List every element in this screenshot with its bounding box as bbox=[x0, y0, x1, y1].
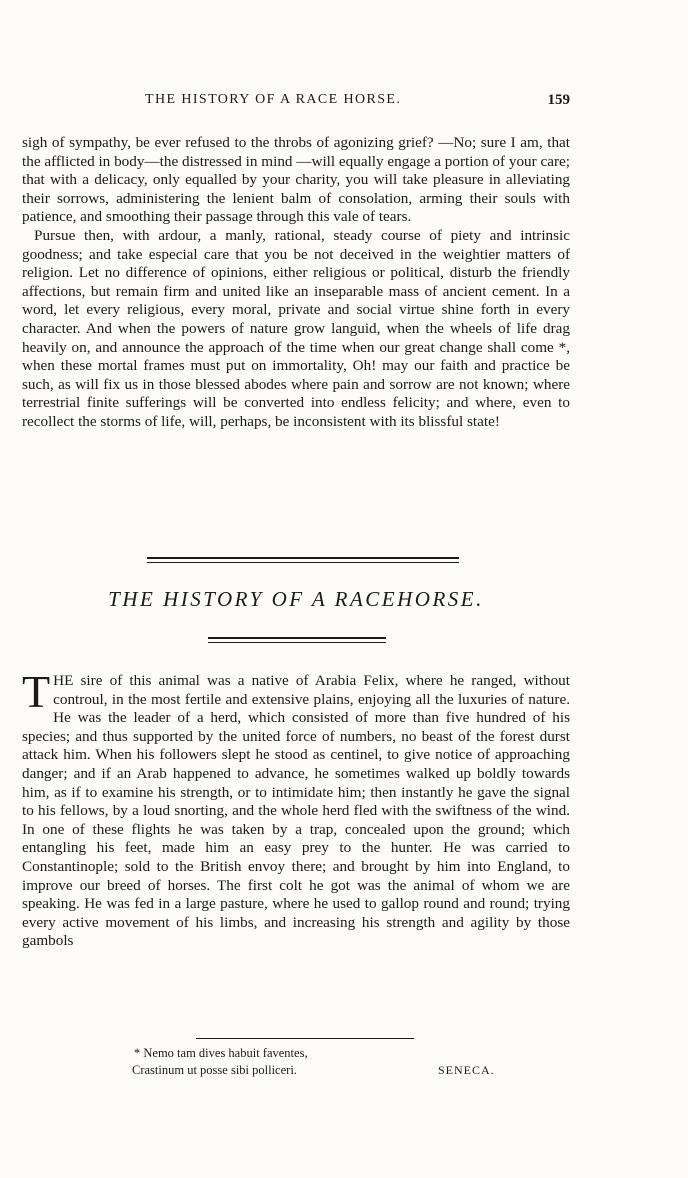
drop-cap: T bbox=[22, 666, 51, 717]
footnote-line-2: Crastinum ut posse sibi polliceri. bbox=[132, 1063, 297, 1077]
running-title: THE HISTORY OF A RACE HORSE. bbox=[145, 92, 402, 107]
story-body: HE sire of this animal was a native of Arabia Felix, where he ranged, without controul, in the most fertile and extensive plains, enjoying all the luxuries of nature. He was the leader of a herd, which consisted of more than five hundred of his species; and thus supported by the united force of numbers, no beast of the forest durst attack him. When his followers slept he stood as centinel, to give notice of approaching danger; and if an Arab happened to advance, he sometimes walked up boldly towards him, as if to examine his strength, or to intimidate him; then instantly he gave the signal to his fellows, by a loud snorting, and the whole herd fled with the swiftness of the wind. In one of these flights he was taken by a trap, concealed upon the ground; which entangling his feet, made him an easy prey to the hunter. He was carried to Constantinople; sold to the British envoy there; and brought by him into England, to improve our breed of horses. The first colt he got was the animal of whom we are speaking. He was fed in a large pasture, where he used to gallop round and round; trying every active movement of his limbs, and increasing his strength and agility by those gambols bbox=[22, 672, 570, 950]
continued-text bbox=[22, 134, 570, 432]
footnote-author: SENECA. bbox=[438, 1063, 495, 1077]
paragraph-sympathy: sigh of sympathy, be ever refused to the throbs of agonizing grief? —No; sure I am, that the afflicted in body—the distressed in mind —will equally engage a portion of your care; that with a delicacy, only equalled by your charity, you will take pleasure in alleviating their sorrows, administering the lenient balm of consolation, arming their souls with patience, and smoothing their passage through this vale of tears. bbox=[22, 134, 571, 226]
page-number: 159 bbox=[547, 92, 570, 108]
story-text bbox=[22, 666, 570, 951]
story-paragraph bbox=[22, 666, 570, 951]
footnote-line-1: * Nemo tam dives habuit faventes, bbox=[134, 1046, 308, 1060]
section-rule-top bbox=[147, 557, 459, 563]
paragraph-pursue: Pursue then, with ardour, a manly, rational, steady course of piety and intrinsic goodness; and take especial care that you be not deceived in the weightier matters of religion. Let no difference of opinions, either religious or political, disturb the friendly affections, but remain firm and united like an inseparable mass of ancient cement. In a word, let every religious, every moral, private and social virtue shine forth in every character. And when the powers of nature grow languid, when the wheels of life drag heavily on, and announce the approach of the time when our great change shall come *, when these mortal frames must put on immortality, Oh! may our faith and practice be such, as will fix us in those blessed abodes where pain and sorrow are not known; where terrestrial finite sufferings will be converted into endless felicity; and where, even to recollect the storms of life, will, perhaps, be inconsistent with its blissful state! bbox=[22, 226, 570, 430]
section-title: THE HISTORY OF A RACEHORSE. bbox=[108, 587, 484, 611]
running-head bbox=[22, 90, 570, 114]
section-rule-bottom bbox=[208, 637, 386, 643]
footnote-rule bbox=[196, 1038, 414, 1039]
